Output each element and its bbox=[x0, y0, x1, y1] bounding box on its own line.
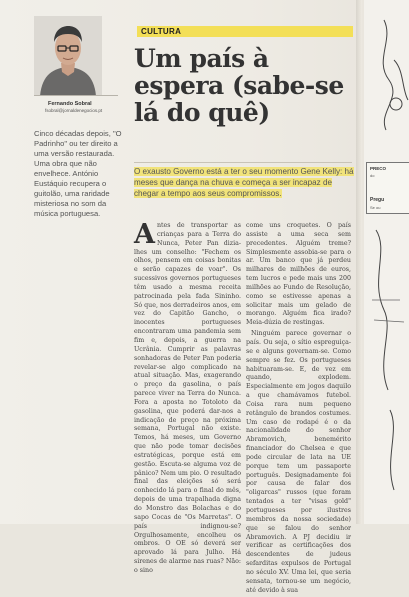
body-column-right bbox=[246, 222, 351, 597]
subhead-text: O exausto Governo está a ter o seu momento Gene Kelly: há meses que dança na chuva e começa a ser incapaz de chegar a tempo aos seus compromissos. bbox=[134, 167, 354, 198]
subhead bbox=[134, 166, 356, 199]
body-paragraph: ntes de transportar as crianças para a Terra do Nunca, Peter Pan dizia-lhes um conselho: "Fechem os olhos, pensem em coisas bonitas e serão capazes de voar". Os sucessivos governos portugueses têm usado a mesma receita patrocinada pela fada Sininho. Só que, nos derradeiros anos, em vez do Capitão Gancho, o inocentes portugueses encontraram uma pandemia sem fim e, depois, a guerra na Ucrânia. Cumprir as palavras sonhadoras de Peter Pan poderia revelar-se algo complicado na atual situação. Mas, exagerando o preço da gasolina, o país parece viver na Terra do Nunca. Fora a aposta no Totoloto da gasolina, que poderá dar-nos a indicação de preço na próxima semana, Portugal não existe. Temos, há meses, um Governo que não pode tomar decisões estratégicas, porque está em gestão. Escuta-se alguma voz de pânico? Nem um pio. O resultado final das eleições só será conhecido lá para o final do mês, depois de uma trapalhada digna do Monstro das Bolachas e do sapo Cocas de "Os Marretas". O país indignou-se? Orgulhosamente, encolheu os ombros. O OE só deverá ser aprovado lá para Julho. Há sirenes de alarme nas ruas? Não: o sino bbox=[134, 222, 241, 574]
cartoon-drawing bbox=[364, 0, 409, 524]
cartoon-text: Pregu bbox=[370, 197, 385, 203]
section-tag bbox=[137, 26, 353, 37]
cartoon-text: PRECO bbox=[370, 166, 387, 171]
page-gutter bbox=[356, 0, 362, 524]
cartoon-text: Se ou bbox=[370, 205, 381, 210]
author-photo bbox=[34, 16, 102, 96]
body-paragraph: come uns croquetes. O país assiste a uma seca sem precedentes. Alguém treme? Simplesmente assobia-se para o ar. Um banco que já perdeu milhares de milhões de euros, tem lucros e pede mais uns 200 milhões ao Fundo de Resolução, como se estivesse apenas a solicitar mais um gelado de morango. Alguém fica irado? Meia-dúzia de restingas. bbox=[246, 222, 351, 327]
body-column-left bbox=[134, 219, 241, 578]
author-portrait-image bbox=[34, 16, 102, 96]
cartoon-caption-box bbox=[366, 162, 409, 214]
lead-quote: Cinco décadas depois, "O Padrinho" ou ter direito a uma versão restaurada. Uma obra que não envelhece. António Eustáquio recupera o guitolão, uma raridade misteriosa no som da música portuguesa. bbox=[34, 129, 122, 218]
author-divider bbox=[34, 95, 118, 96]
cartoon-text: do bbox=[370, 173, 375, 178]
cartoon-page bbox=[364, 0, 409, 524]
headline: Um país à espera (sabe-se lá do quê) bbox=[134, 44, 344, 127]
author-name: Fernando Sobral bbox=[48, 101, 92, 107]
author-email: fsobral@jornaldenegocios.pt bbox=[45, 108, 103, 113]
section-label: CULTURA bbox=[141, 27, 182, 36]
headline-rule bbox=[134, 162, 352, 163]
dropcap: A bbox=[134, 219, 155, 250]
body-paragraph: Ninguém parece governar o país. Ou seja, o sítio espreguiça-se e alguns governam-se. Como sempre se fez. Os portugueses habituaram-se. E, de vez em quando, explodem. Especialmente em jogos daquilo a que chamávamos futebol. Coisa rara num pequeno retângulo de brandos costumes. Um caso de rodapé é o da nacionalidade do senhor Abramovich, benemérito financiador do Chelsea e que pode circular de lata na UE porque tem um passaporte português. Designadamente foi por causa de falar dos "oligarcas" russos (que foram tentados a ter "visas gold" portugueses por ilustres membros da nossa sociedade) que se falou do senhor Abramovich. A PJ decidiu ir verificar as certificações dos descendentes de judeus sefarditas expulsos de Portugal no século XV. Uma lei, que seria sensata, tornou-se um negócio, até devido à sua bbox=[246, 330, 351, 594]
